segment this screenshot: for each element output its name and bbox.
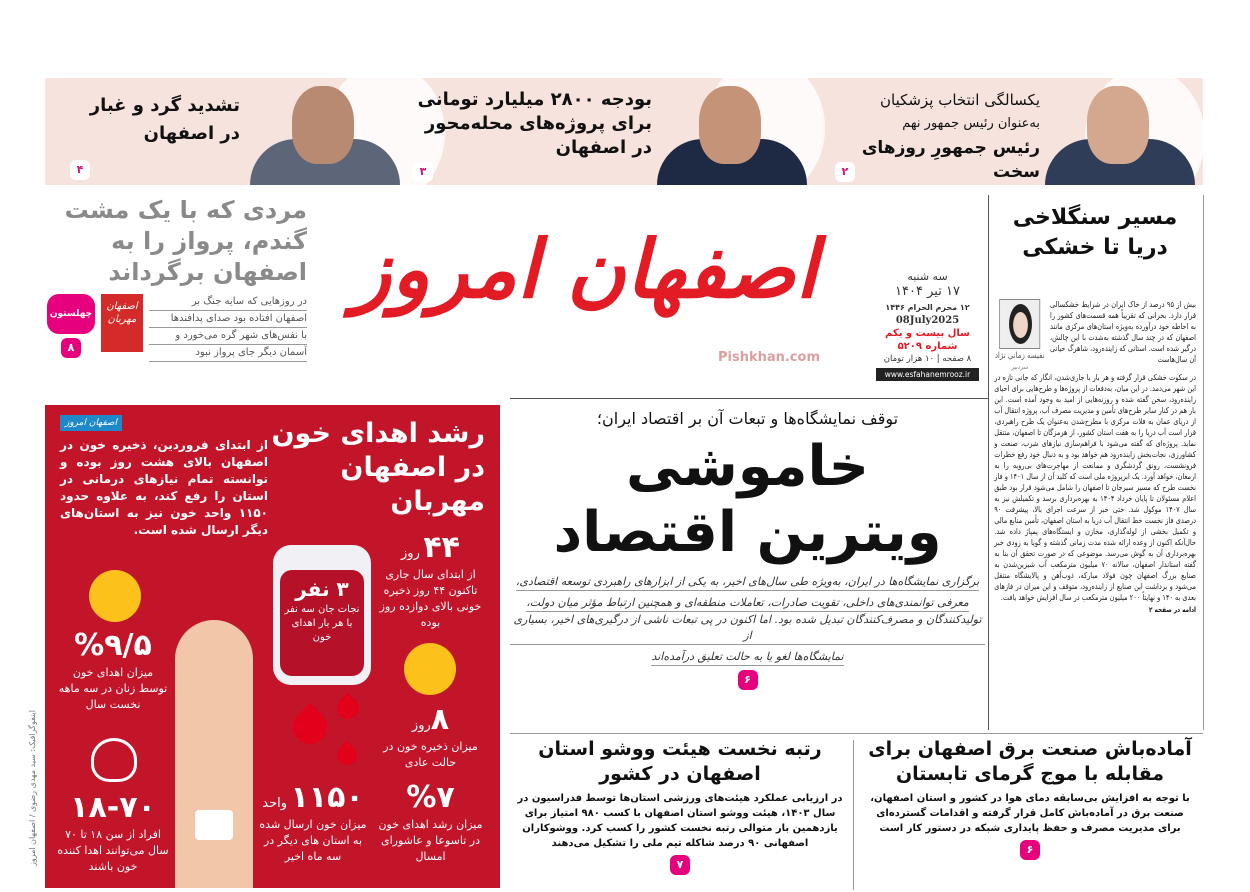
stat-8-days: ۸روز میزان ذخیره خون در حالت عادی	[383, 702, 478, 769]
page-number-badge: ۳	[413, 162, 433, 182]
stat-3-people: ۳ نفر نجات جان سه نفر با هر بار اهدای خون	[284, 577, 360, 643]
story-headline: رتبه نخست هیئت ووشو استان اصفهان در کشور	[538, 738, 822, 785]
story-kicker: توقف نمایشگاه‌ها و تبعات آن بر اقتصاد ایران؛	[596, 409, 899, 428]
banner-headline: تشدید گرد و غبار	[89, 95, 240, 116]
issue-number: شماره ۵۲۰۹	[897, 341, 958, 352]
column-body-wrap	[994, 299, 1196, 615]
stat-44-days: ۴۴ روز از ابتدای سال جاری تاکنون ۴۴ روز ذخیره خونی بالای دوازده روز بوده	[379, 530, 482, 629]
section-badge: چهلستون	[47, 294, 95, 334]
banner-headline: بودجه ۲۸۰۰ میلیارد تومانی	[417, 89, 652, 110]
teaser-headline: مردی که با یک مشت گندم، پرواز را به اصفهان برگرداند	[64, 196, 307, 286]
blood-drop-icon	[332, 692, 363, 723]
author-block	[994, 299, 1045, 372]
column-divider	[853, 740, 854, 890]
date-persian: ۱۷ تیر ۱۴۰۴	[895, 284, 960, 299]
banner-line: یکسالگی انتخاب پزشکیان	[880, 91, 1040, 109]
iv-bag-icon	[404, 643, 456, 695]
story-headline: خاموشی	[626, 434, 869, 499]
author-photo	[999, 299, 1040, 349]
page-number-badge: ۲	[835, 162, 855, 182]
infographic-title: رشد اهدای خون در اصفهان مهربان	[271, 418, 485, 517]
story-electricity[interactable]	[860, 737, 1200, 890]
section-divider	[510, 733, 1203, 734]
page-number-badge: ۶	[738, 670, 758, 690]
story-wushu[interactable]	[512, 737, 848, 890]
section-divider	[510, 398, 988, 399]
hand-donation-icon	[89, 570, 141, 622]
blood-drop-icon	[286, 703, 334, 751]
infographic-credit: اینفوگرافیک: سید مهدی رضوی / اصفهان امروز	[28, 710, 37, 867]
teaser-line: اصفهان افتاده بود صدای پدافندها	[149, 311, 307, 328]
teaser-line: آسمان دیگر جای پرواز نبود	[149, 345, 307, 362]
story-summary: در ارزیابی عملکرد هیئت‌های ورزشی استان‌ها توسط فدراسیون در سال ۱۴۰۳، هیئت ووشو استان اصفهان با کسب ۹۸۰ امتیاز برای یازدهمین بار متوالی رتبه نخست کشور را کسب کرد. ووشوکاران اصفهانی ۹۰ درصد شاکله تیم ملی را تشکیل می‌دهند	[517, 793, 843, 849]
column-body-continued: در سکوت خشکی قرار گرفته و هر بار با جاری‌شدن، انگار که جانی تازه در این شهر می‌دمد. در این میان، به‌دفعات از پروژه‌ها و طرح‌هایی برای احیای زاینده‌رود، سخن گفته شده و روزنه‌هایی از امید به وجود آمده است. این بار هم در کنار سایر طرح‌های تأمین و مدیریت مصرف آب، پروژه انتقال آب از دریای عمان به فلات مرکزی با مطرح‌شدن به‌عنوان یک طرح راهبردی، قرار است آب دریا را به هفت استان کشور، از هرمزگان تا اصفهان، منتقل نماید. پروژه‌ای که گفته می‌شود با فراهم‌سازی نیازهای شرب، صنعت و کشاورزی، نجات‌بخش زاینده‌رود هم خواهد بود و به دنبال خود رفع خطرات فرونشست، رونق گردشگری و ممانعت از مهاجرت‌های بی‌رویه را به ارمغان، خواهد آورد. یک ابرپروژه ملی است که کلید آن از سال ۱۴۰۱ و فاز نخست طرح که مسیر سیرجان تا اصفهان را شامل می‌شود قرار بود طبق اعلام مسئولان تا پایان خرداد ۱۴۰۴ به بهره‌برداری برسد و تکمیلش نیز به سال ۱۴۰۷ موکول شد. حتی خبر از سرعت اجرای بالا، پیشرفت ۹۰ درصدی فاز نخست خط انتقال آب دریا به استان اصفهان، تأمین منابع مالی و تکمیل بخشی از لوله‌گذاری، مخازن و ایستگاه‌های پمپاژ داده شد. حال‌آنکه اکنون از وعده ارائه شده مدت زمانی گذشته و گویا به زودی خبر بهره‌برداری آن به گوش می‌رسد. موضوعی که در صورت تحقق آن بنا به گفته استاندار اصفهان، سالانه ۷۰ میلیون مترمکعب آب شیرین‌شدن به صنایع بزرگ اصفهان چون فولاد مبارکه، ذوب‌آهن و پالایشگاه منتقل می‌شود و برداشت این صنایع از زاینده‌رود، متوقف و این میزان در فازهای بعدی به ۱۴۰ و نهایتاً ۲۰۰ میلیون مترمکعب در سال افزایش خواهد یافت.	[994, 373, 1196, 602]
victory-hand-illustration	[175, 620, 253, 888]
column-logo: اصفهان مهربان	[101, 294, 143, 352]
column-divider	[988, 195, 989, 730]
bandage	[195, 810, 233, 840]
teaser-line: با نفس‌های شهر گره می‌خورد و	[149, 328, 307, 345]
heart-hand-icon	[91, 738, 137, 782]
volume-year: سال بیست و یکم	[885, 328, 970, 339]
banner-headline: در اصفهان	[143, 123, 240, 144]
blood-donation-infographic[interactable]	[45, 405, 500, 888]
continued-note: ادامه در صفحه ۲	[1149, 606, 1196, 614]
stat-7-percent: %۷ میزان رشد اهدای خون در تاسوعا و عاشورای امسال	[378, 780, 483, 863]
infographic-intro: از ابتدای فروردین، ذخیره خون در اصفهان بالای هشت روز بوده و توانسته تمام نیازهای درمانی در استان را رفع کند، به علاوه حدود ۱۱۵۰ واحد خون نیز به استان‌های دیگر ارسال شده است.	[60, 438, 268, 537]
portrait-photo	[250, 80, 400, 185]
author-name: نفیسه زمانی نژاد	[994, 351, 1045, 361]
column-headline: مسیر سنگلاخی دریا تا خشکی	[1012, 205, 1178, 260]
dateline-box	[870, 270, 985, 395]
story-lead: برگزاری نمایشگاه‌ها در ایران، به‌ویژه طی سال‌های اخیر، به یکی از ابزارهای راهبردی توسعه اقتصادی، معرفی توانمندی‌های داخلی، تقویت صادرات، تعاملات منطقه‌ای و همچنین ارتباط مؤثر میان دولت، تولیدکنندگان و مصرف‌کنندگان تبدیل شده بود. اما اکنون در پی تبعات ناشی از درگیری‌های اخیر، بسیاری از نمایشگاه‌ها لغو یا به حالت تعلیق درآمده‌اند	[510, 570, 985, 666]
banner-headline: برای پروژه‌های محله‌محور	[424, 113, 652, 134]
column-body: بیش از ۹۵ درصد از خاک ایران در شرایط خشکسالی قرار دارد. بحرانی که تقریباً همه قسمت‌های کشور را به احاطه خود درآورده به‌ویژه استان‌های مرکزی مانند اصفهان که در چند سال گذشته به‌شدت با این چالش، درگیر شده است. استانی که زاینده‌رود، شاهرگ حیاتی آن سال‌هاست	[1050, 300, 1196, 364]
top-banner	[45, 78, 1203, 185]
column-divider	[1203, 195, 1204, 730]
watermark: Pishkhan.com	[717, 350, 820, 365]
stat-1150-units: ۱۱۵۰ واحد میزان خون ارسال شده به استان های دیگر در سه ماه اخیر	[259, 780, 367, 863]
story-headline: آماده‌باش صنعت برق اصفهان برای مقابله با موج گرمای تابستان	[868, 738, 1192, 785]
page-number-badge: ۶	[1020, 840, 1040, 860]
page-number-badge: ۷	[670, 855, 690, 875]
stat-age-range: ۱۸-۷۰ افراد از سن ۱۸ تا ۷۰ سال می‌توانند اهدا کننده خون باشند	[57, 790, 169, 873]
story-headline: ویترین اقتصاد	[553, 500, 942, 565]
portrait-photo	[657, 80, 807, 185]
pages-price: ۸ صفحه | ۱۰ هزار تومان	[883, 354, 972, 364]
page-number-badge: ۴	[70, 160, 90, 180]
story-summary: با توجه به افزایش بی‌سابقه دمای هوا در کشور و استان اصفهان، صنعت برق در آماده‌باش کامل قرار گرفته و اقدامات گسترده‌ای برای مدیریت مصرف و حفظ پایداری شبکه در دستور کار است	[870, 793, 1190, 834]
teaser-story[interactable]	[45, 195, 307, 400]
banner-line: به‌عنوان رئیس جمهور نهم	[902, 116, 1040, 131]
portrait-photo	[1045, 80, 1195, 185]
stat-women-share: %۹/۵ میزان اهدای خون توسط زنان در سه ماهه نخست سال	[58, 628, 168, 711]
main-story[interactable]	[510, 400, 985, 730]
date-gregorian: 08July2025	[895, 315, 960, 326]
banner-headline: در اصفهان	[555, 137, 652, 158]
weekday: سه شنبه	[907, 270, 948, 283]
author-role: سردبیر	[1011, 363, 1029, 371]
newspaper-logo: اصفهان امروز	[352, 223, 818, 316]
blood-drop-icon	[333, 741, 361, 769]
page-number-badge: ۸	[61, 338, 81, 358]
teaser-line: در روزهایی که سایه جنگ بر	[149, 294, 307, 311]
banner-headline: رئیس جمهورِ روزهای سخت	[861, 138, 1040, 182]
website-link[interactable]: www.esfahanemrooz.ir	[876, 368, 979, 381]
editorial-column[interactable]	[990, 195, 1200, 730]
brand-tag: اصفهان امروز	[60, 415, 122, 431]
masthead	[310, 195, 860, 385]
date-hijri: ۱۲ محرم الحرام ۱۴۴۶	[885, 303, 970, 312]
